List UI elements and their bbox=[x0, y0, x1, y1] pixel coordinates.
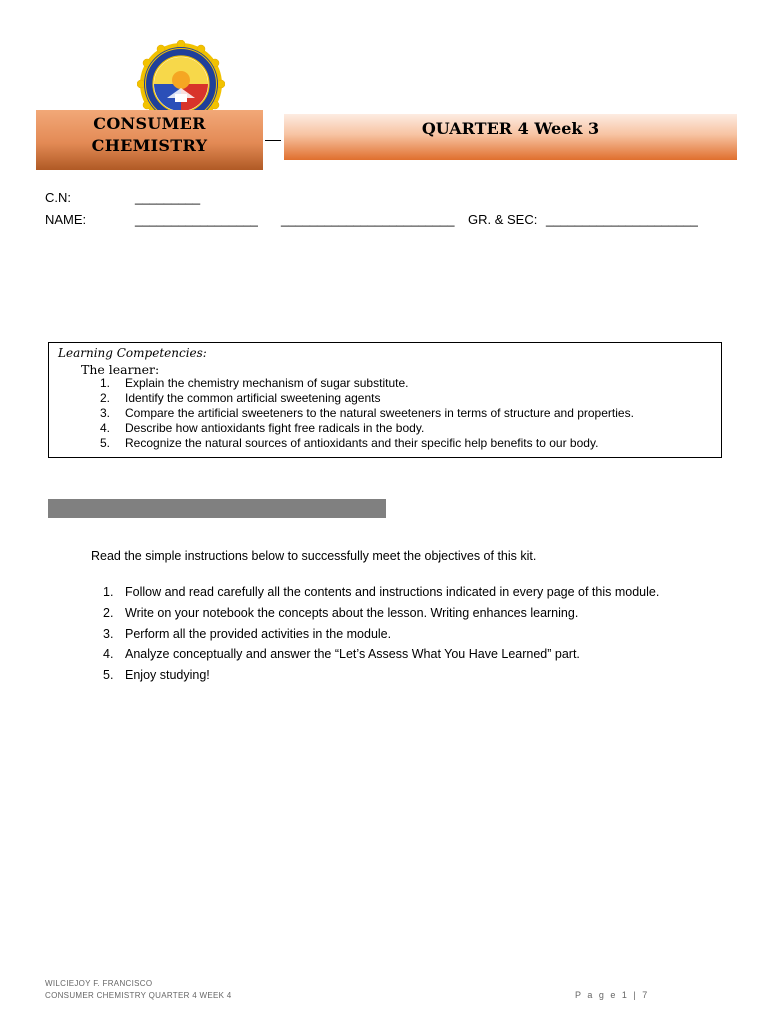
competencies-intro: The learner: bbox=[81, 362, 160, 377]
competency-number: 3. bbox=[100, 406, 111, 420]
competency-item bbox=[100, 406, 634, 421]
footer-author: WILCIEJOY F. FRANCISCO bbox=[45, 979, 153, 988]
step-text: Perform all the provided activities in the module. bbox=[125, 627, 392, 641]
competency-number: 5. bbox=[100, 436, 111, 450]
grade-section-label: GR. & SEC: bbox=[468, 212, 538, 227]
footer-document: CONSUMER CHEMISTRY QUARTER 4 WEEK 4 bbox=[45, 991, 232, 1000]
instruction-step bbox=[103, 626, 391, 642]
name-label: NAME: bbox=[45, 212, 87, 227]
competency-item bbox=[100, 436, 598, 451]
quarter-title: QUARTER 4 Week 3 bbox=[421, 119, 600, 138]
competency-text: Identify the common artificial sweetening agents bbox=[125, 391, 381, 405]
competency-item bbox=[100, 391, 380, 406]
grade-section-field[interactable]: _____________________ bbox=[546, 212, 698, 227]
competency-text: Recognize the natural sources of antioxidants and their specific help benefits to our body. bbox=[125, 436, 599, 450]
page-number: P a g e 1 | 7 bbox=[575, 990, 650, 1000]
step-text: Write on your notebook the concepts about the lesson. Writing enhances learning. bbox=[125, 606, 579, 620]
instruction-step bbox=[103, 646, 580, 662]
cn-label: C.N: bbox=[45, 190, 71, 205]
competency-number: 2. bbox=[100, 391, 111, 405]
section-header-bar bbox=[48, 499, 386, 518]
competency-item bbox=[100, 421, 424, 436]
name-field-first[interactable]: _________________ bbox=[135, 212, 258, 227]
subject-title: CONSUMER CHEMISTRY bbox=[91, 114, 208, 155]
competency-text: Compare the artificial sweeteners to the natural sweeteners in terms of structure and properties. bbox=[125, 406, 634, 420]
step-number: 5. bbox=[103, 668, 114, 682]
step-number: 2. bbox=[103, 606, 114, 620]
competency-text: Describe how antioxidants fight free radicals in the body. bbox=[125, 421, 425, 435]
step-text: Follow and read carefully all the contents and instructions indicated in every page of this module. bbox=[125, 585, 660, 599]
banner-divider bbox=[265, 140, 281, 141]
step-text: Analyze conceptually and answer the “Let’s Assess What You Have Learned” part. bbox=[125, 647, 580, 661]
step-number: 3. bbox=[103, 627, 114, 641]
cn-field[interactable]: _________ bbox=[135, 190, 201, 205]
competencies-heading: Learning Competencies: bbox=[58, 346, 207, 360]
instruction-step bbox=[103, 605, 578, 621]
competency-item bbox=[100, 376, 408, 391]
competency-text: Explain the chemistry mechanism of sugar substitute. bbox=[125, 376, 409, 390]
step-number: 4. bbox=[103, 647, 114, 661]
step-text: Enjoy studying! bbox=[125, 668, 210, 682]
instruction-step bbox=[103, 584, 659, 600]
competency-number: 1. bbox=[100, 376, 111, 390]
instruction-step bbox=[103, 667, 210, 683]
competency-number: 4. bbox=[100, 421, 111, 435]
step-number: 1. bbox=[103, 585, 114, 599]
instructions-intro: Read the simple instructions below to successfully meet the objectives of this kit. bbox=[91, 549, 537, 563]
name-field-last[interactable]: ________________________ bbox=[281, 212, 455, 227]
